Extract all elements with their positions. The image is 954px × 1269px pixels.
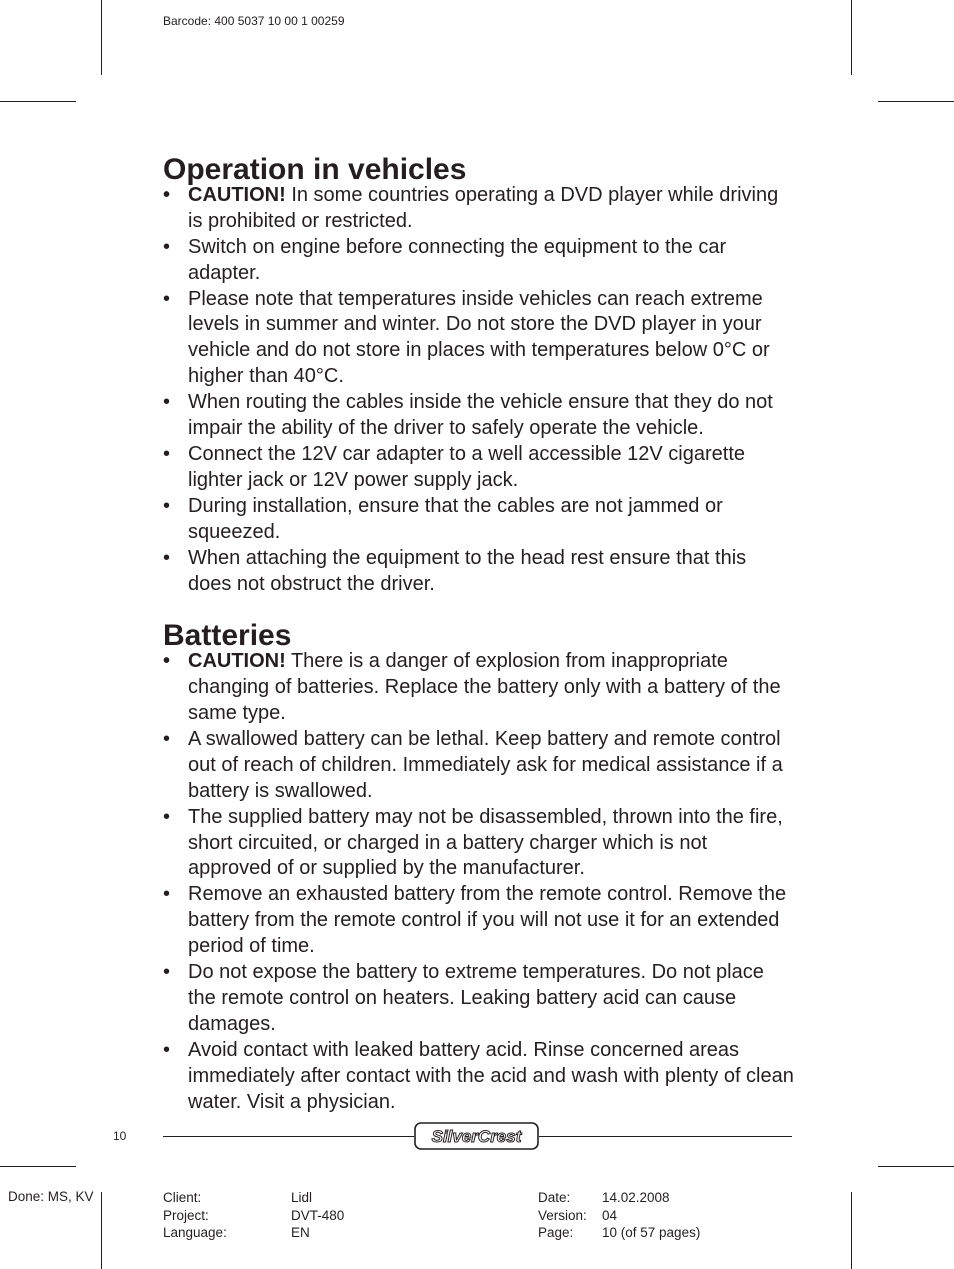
list-item-text: When attaching the equipment to the head rest ensure that this does not obstruct the driver. [188, 546, 747, 595]
list-item-text: The supplied battery may not be disassembled, thrown into the fire, short circuited, or charged in a battery charger which is not approved of or supplied by the manufacturer. [188, 805, 783, 880]
bullet-icon: • [163, 391, 171, 414]
section-batteries [163, 619, 795, 1115]
list-item-text: In some countries operating a DVD player while driving is prohibited or restricted. [188, 183, 779, 232]
caution-label: CAUTION! [188, 650, 286, 673]
list-item-text: During installation, ensure that the cables are not jammed or squeezed. [188, 494, 723, 543]
list-item [163, 235, 795, 287]
bullet-icon: • [163, 961, 171, 984]
silvercrest-logo [414, 1122, 539, 1150]
version-label: Version: [538, 1207, 587, 1223]
list-item-text: There is a danger of explosion from inappropriate changing of batteries. Replace the battery only with a battery of the same type. [188, 650, 781, 725]
meta-values-right [602, 1189, 700, 1242]
caution-label: CAUTION! [188, 183, 286, 206]
list-item [163, 805, 795, 883]
bullet-list [163, 183, 795, 598]
crop-mark [851, 1192, 852, 1269]
meta-labels-left [163, 1189, 227, 1242]
list-item-text: Remove an exhausted battery from the remote control. Remove the battery from the remote control if you will not use it for an extended period of time. [188, 883, 787, 958]
bullet-list [163, 649, 795, 1115]
bullet-icon: • [163, 183, 171, 206]
list-item [163, 183, 795, 235]
list-item [163, 287, 795, 391]
barcode-text: Barcode: 400 5037 10 00 1 00259 [163, 14, 345, 28]
crop-mark [101, 0, 102, 75]
meta-values-left [291, 1189, 344, 1242]
page-content [163, 153, 795, 1116]
list-item [163, 960, 795, 1038]
bullet-icon: • [163, 883, 171, 906]
logo-text: SilverCrest [431, 1127, 522, 1146]
language-label: Language: [163, 1225, 227, 1240]
crop-mark [851, 0, 852, 75]
crop-mark [878, 1166, 954, 1167]
project-value: DVT-480 [291, 1207, 345, 1223]
list-item [163, 1038, 795, 1116]
bullet-icon: • [163, 1038, 171, 1061]
list-item-text: Switch on engine before connecting the equipment to the car adapter. [188, 235, 727, 284]
crop-mark [0, 1166, 76, 1167]
bullet-icon: • [163, 235, 171, 258]
list-item [163, 546, 795, 598]
list-item-text: Do not expose the battery to extreme temperatures. Do not place the remote control on heaters. Leaking battery acid can cause damages. [188, 961, 764, 1035]
bullet-icon: • [163, 805, 171, 828]
bullet-icon: • [163, 442, 171, 465]
list-item [163, 390, 795, 442]
date-label: Date: [538, 1190, 571, 1205]
list-item-text: Connect the 12V car adapter to a well accessible 12V cigarette lighter jack or 12V power supply jack. [188, 442, 745, 491]
language-value: EN [291, 1225, 310, 1240]
bullet-icon: • [163, 650, 171, 673]
section-title: Batteries [163, 619, 292, 653]
client-label: Client: [163, 1190, 202, 1205]
bullet-icon: • [163, 287, 171, 310]
done-by: Done: MS, KV [8, 1189, 94, 1204]
list-item [163, 882, 795, 960]
list-item-text: A swallowed battery can be lethal. Keep battery and remote control out of reach of children. Immediately ask for medical assistance if a battery is swallowed. [188, 727, 783, 802]
list-item [163, 649, 795, 727]
page-value: 10 (of 57 pages) [602, 1225, 701, 1240]
crop-mark [101, 1192, 102, 1269]
project-label: Project: [163, 1207, 209, 1223]
footer-rule [163, 1136, 414, 1137]
section-operation-in-vehicles [163, 153, 795, 597]
meta-labels-right [538, 1189, 587, 1242]
list-item-text: Please note that temperatures inside vehicles can reach extreme levels in summer and winter. Do not store the DVD player in your vehicle and do not store in places with temperatures below 0°C or higher than 40°C. [188, 287, 770, 388]
bullet-icon: • [163, 546, 171, 569]
section-title: Operation in vehicles [163, 153, 467, 186]
page-number: 10 [113, 1129, 127, 1143]
crop-mark [0, 101, 76, 102]
version-value: 04 [602, 1207, 618, 1223]
list-item [163, 727, 795, 805]
list-item [163, 494, 795, 546]
bullet-icon: • [163, 727, 171, 750]
client-value: Lidl [291, 1190, 313, 1205]
crop-mark [878, 101, 954, 102]
footer-rule [539, 1136, 792, 1137]
date-value: 14.02.2008 [602, 1190, 670, 1205]
list-item [163, 442, 795, 494]
list-item-text: When routing the cables inside the vehicle ensure that they do not impair the ability of the driver to safely operate the vehicle. [188, 391, 773, 440]
bullet-icon: • [163, 494, 171, 517]
page-label: Page: [538, 1225, 574, 1240]
list-item-text: Avoid contact with leaked battery acid. Rinse concerned areas immediately after contact with the acid and wash with plenty of clean water. Visit a physician. [188, 1038, 794, 1113]
